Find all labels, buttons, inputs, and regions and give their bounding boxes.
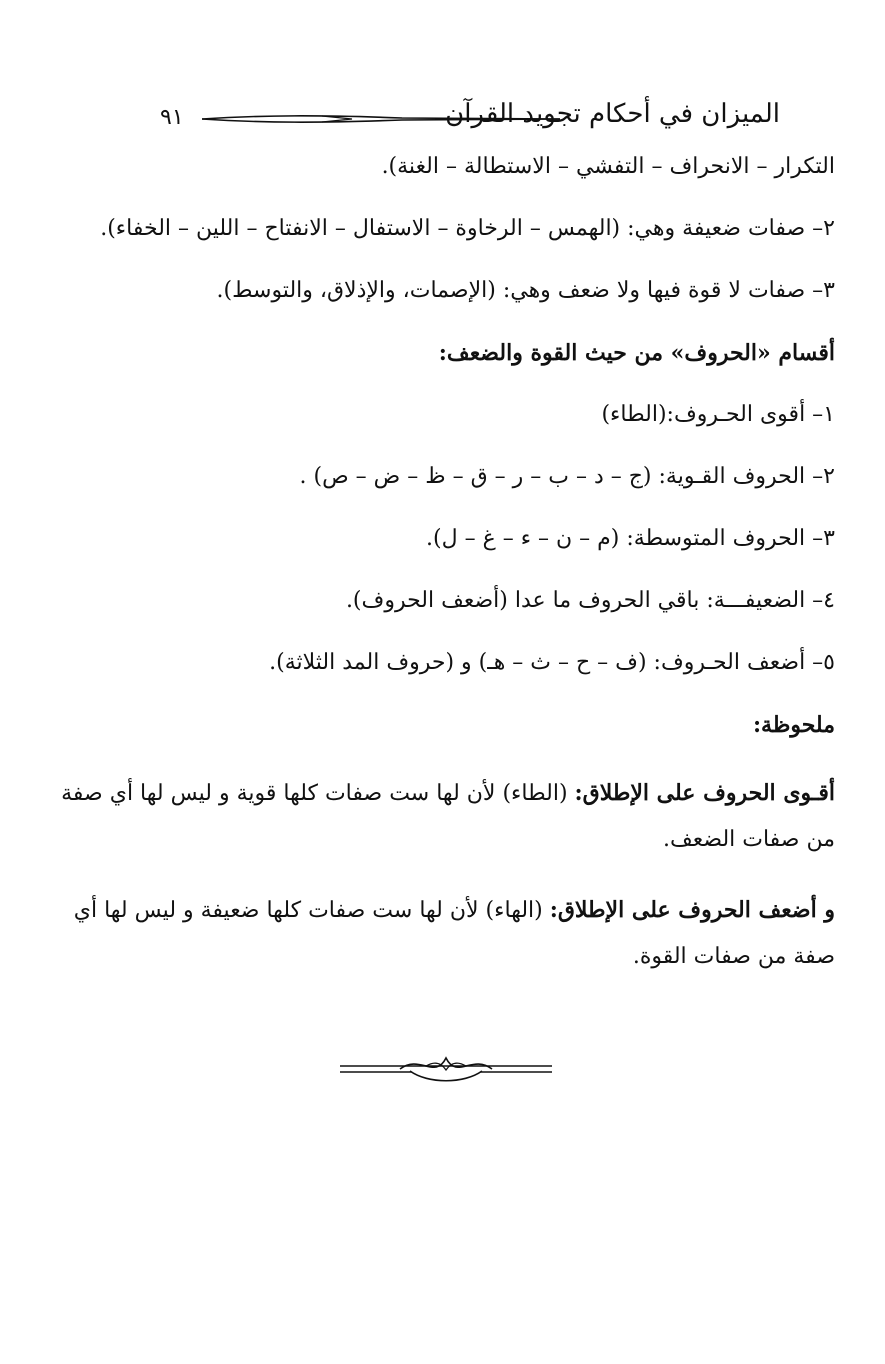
- note-paragraph: [55, 770, 835, 863]
- note-text: (الهاء) لأن لها ست صفات كلها ضعيفة و ليس لها أي صفة من صفات القوة.: [73, 898, 835, 969]
- continued-line: التكرار – الانحراف – التفشي – الاستطالة – الغنة).: [381, 154, 835, 179]
- closing-ornament: [340, 1050, 552, 1090]
- note-lead: و أضعف الحروف على الإطلاق:: [549, 897, 835, 923]
- note-lead: أقـوى الحروف على الإطلاق:: [574, 780, 835, 806]
- list-item: ١– أقوى الحـروف:(الطاء): [601, 402, 835, 427]
- header-rule-ornament: [202, 113, 560, 125]
- page-header: [160, 95, 780, 145]
- note-paragraph: [55, 887, 835, 980]
- list-item: ٥– أضعف الحـروف: (ف – ح – ث – هـ) و (حروف المد الثلاثة).: [269, 650, 835, 675]
- list-item: ٢– الحروف القـوية: (ج – د – ب – ر – ق – ظ – ض – ص) .: [299, 464, 835, 489]
- list-item: ٣– الحروف المتوسطة: (م – ن – ء – غ – ل).: [426, 526, 835, 551]
- section-heading: أقسام «الحروف» من حيث القوة والضعف:: [438, 340, 835, 366]
- list-item: ٢– صفات ضعيفة وهي: (الهمس – الرخاوة – الاستفال – الانفتاح – اللين – الخفاء).: [100, 216, 835, 241]
- list-item: ٣– صفات لا قوة فيها ولا ضعف وهي: (الإصمات، والإذلاق، والتوسط).: [216, 278, 835, 303]
- book-title: الميزان في أحكام تجويد القرآن: [445, 99, 780, 129]
- list-item: ٤– الضعيفـــة: باقي الحروف ما عدا (أضعف الحروف).: [345, 588, 835, 613]
- note-text: (الطاء) لأن لها ست صفات كلها قوية و ليس لها أي صفة من صفات الضعف.: [61, 781, 835, 852]
- note-heading: ملحوظة:: [752, 712, 835, 738]
- page-body: [55, 150, 835, 1004]
- page-number: ٩١: [160, 105, 184, 130]
